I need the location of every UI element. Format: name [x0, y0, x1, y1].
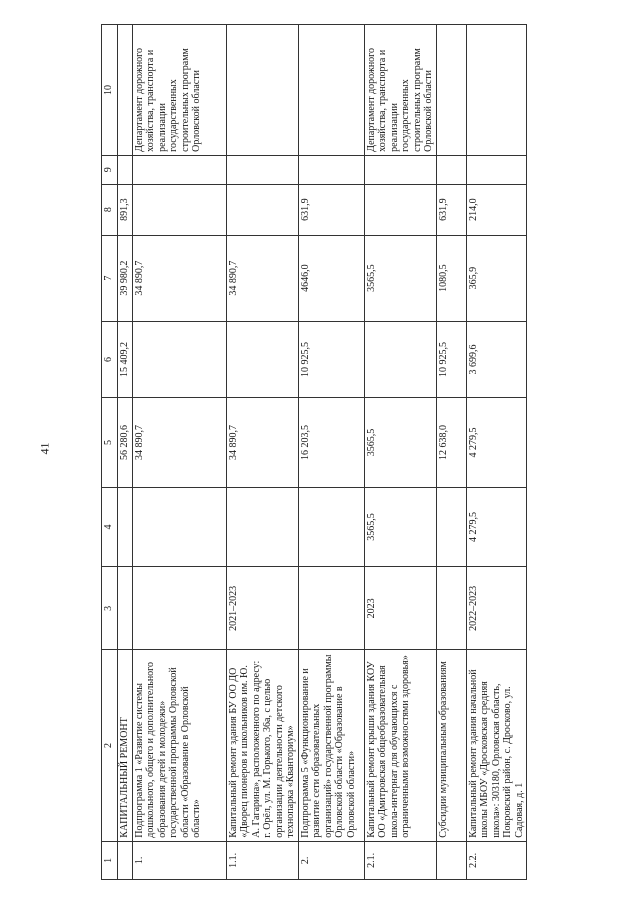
table-cell-c9 — [118, 155, 133, 184]
header-cell: 5 — [102, 398, 118, 487]
table-cell-c7: 3565,5 — [364, 235, 436, 321]
table-cell-c9 — [364, 155, 436, 184]
table-cell-c3: 2023 — [364, 567, 436, 650]
header-cell: 9 — [102, 155, 118, 184]
table-cell-c2: Субсидии муниципальным образованиям — [436, 650, 466, 841]
table-cell-c5: 12 638,0 — [436, 398, 466, 487]
table-cell-c10 — [466, 25, 527, 156]
table-cell-c2: Подпрограмма 1 «Развитие системы дошкольного, общего и дополнительного образования детей и молодежи» государственной программы Орловской области «Образование в Орловской области» — [132, 650, 226, 841]
rotated-table-container — [101, 24, 523, 880]
table-cell-c1: 2.1. — [364, 841, 436, 879]
table-cell-c1 — [436, 841, 466, 879]
table-row — [436, 25, 466, 880]
header-cell: 8 — [102, 184, 118, 235]
table-cell-c3: 2021–2023 — [226, 567, 298, 650]
table-cell-c3: 2022–2023 — [466, 567, 527, 650]
table-cell-c2: Капитальный ремонт здания БУ ОО ДО «Дворец пионеров и школьников им. Ю. А. Гагарина», расположенного по адресу: г. Орёл, ул. М. Горького, 36а, с целью организации деятельности детского технопарка «Кванториум» — [226, 650, 298, 841]
header-cell: 4 — [102, 487, 118, 567]
table-cell-c8: 631,9 — [298, 184, 364, 235]
table-cell-c4: 3565,5 — [364, 487, 436, 567]
table-cell-c6 — [226, 321, 298, 398]
table-cell-c10 — [226, 25, 298, 156]
table-cell-c4 — [118, 487, 133, 567]
table-cell-c9 — [436, 155, 466, 184]
table-cell-c6: 10 925,5 — [298, 321, 364, 398]
table-cell-c10: Департамент дорожного хозяйства, транспорта и реализации государственных строительных программ Орловской области — [364, 25, 436, 156]
table-cell-c2: Капитальный ремонт крыши здания КОУ ОО «Дмитровская общеобразовательная школа-интернат для обучающихся с ограниченными возможностями здоровья» — [364, 650, 436, 841]
table-cell-c9 — [132, 155, 226, 184]
table-cell-c6 — [364, 321, 436, 398]
table-cell-c7: 34 890,7 — [132, 235, 226, 321]
table-cell-c3 — [132, 567, 226, 650]
header-cell: 1 — [102, 841, 118, 879]
table-cell-c6: 10 925,5 — [436, 321, 466, 398]
table-cell-c3 — [118, 567, 133, 650]
header-cell: 2 — [102, 650, 118, 841]
table-cell-c10 — [118, 25, 133, 156]
table-row — [466, 25, 527, 880]
table-cell-c9 — [226, 155, 298, 184]
table-cell-c2: Капитальный ремонт здания начальной школы МБОУ «Дросковская средняя школа»: 303180, Орловская область, Покровский район, с. Дросково, ул. Садовая, д. 1 — [466, 650, 527, 841]
table-cell-c6: 15 409,2 — [118, 321, 133, 398]
table-cell-c4 — [226, 487, 298, 567]
table-cell-c9 — [466, 155, 527, 184]
table-cell-c8 — [132, 184, 226, 235]
table-cell-c6 — [132, 321, 226, 398]
table-cell-c5: 34 890,7 — [226, 398, 298, 487]
table-cell-c8: 214,0 — [466, 184, 527, 235]
table-cell-c5: 16 203,5 — [298, 398, 364, 487]
table-cell-c3 — [436, 567, 466, 650]
header-row — [102, 25, 118, 880]
table-cell-c7: 365,9 — [466, 235, 527, 321]
table-cell-c9 — [298, 155, 364, 184]
table-row — [132, 25, 226, 880]
table-cell-c8: 891,3 — [118, 184, 133, 235]
table-cell-c8 — [226, 184, 298, 235]
header-cell: 10 — [102, 25, 118, 156]
table-cell-c5: 4 279,5 — [466, 398, 527, 487]
table-cell-c2: КАПИТАЛЬНЫЙ РЕМОНТ — [118, 650, 133, 841]
table-cell-c4 — [298, 487, 364, 567]
table-cell-c1: 1. — [132, 841, 226, 879]
page-number: 41 — [37, 442, 52, 455]
table-cell-c1 — [118, 841, 133, 879]
table-cell-c3 — [298, 567, 364, 650]
header-cell: 7 — [102, 235, 118, 321]
table-cell-c8 — [364, 184, 436, 235]
table-cell-c6: 3 699,6 — [466, 321, 527, 398]
table-cell-c10: Департамент дорожного хозяйства, транспорта и реализации государственных строительных программ Орловской области — [132, 25, 226, 156]
table-cell-c5: 56 280,6 — [118, 398, 133, 487]
table-row — [298, 25, 364, 880]
table-cell-c5: 34 890,7 — [132, 398, 226, 487]
table-cell-c10 — [298, 25, 364, 156]
table-cell-c7: 34 890,7 — [226, 235, 298, 321]
table-cell-c7: 4646,0 — [298, 235, 364, 321]
table-row — [364, 25, 436, 880]
table-cell-c5: 3565,5 — [364, 398, 436, 487]
table-cell-c4 — [132, 487, 226, 567]
table-cell-c10 — [436, 25, 466, 156]
capital-repair-table — [101, 24, 527, 880]
table-cell-c1: 2.2. — [466, 841, 527, 879]
table-cell-c8: 631,9 — [436, 184, 466, 235]
table-cell-c2: Подпрограмма 5 «Функционирование и развитие сети образовательных организаций» государственной программы Орловской области «Образование в Орловской области» — [298, 650, 364, 841]
table-cell-c4 — [436, 487, 466, 567]
table-cell-c1: 2. — [298, 841, 364, 879]
table-cell-c7: 39 980,2 — [118, 235, 133, 321]
header-cell: 3 — [102, 567, 118, 650]
table-row — [226, 25, 298, 880]
header-cell: 6 — [102, 321, 118, 398]
table-cell-c1: 1.1. — [226, 841, 298, 879]
table-cell-c7: 1080,5 — [436, 235, 466, 321]
table-row — [118, 25, 133, 880]
table-cell-c4: 4 279,5 — [466, 487, 527, 567]
